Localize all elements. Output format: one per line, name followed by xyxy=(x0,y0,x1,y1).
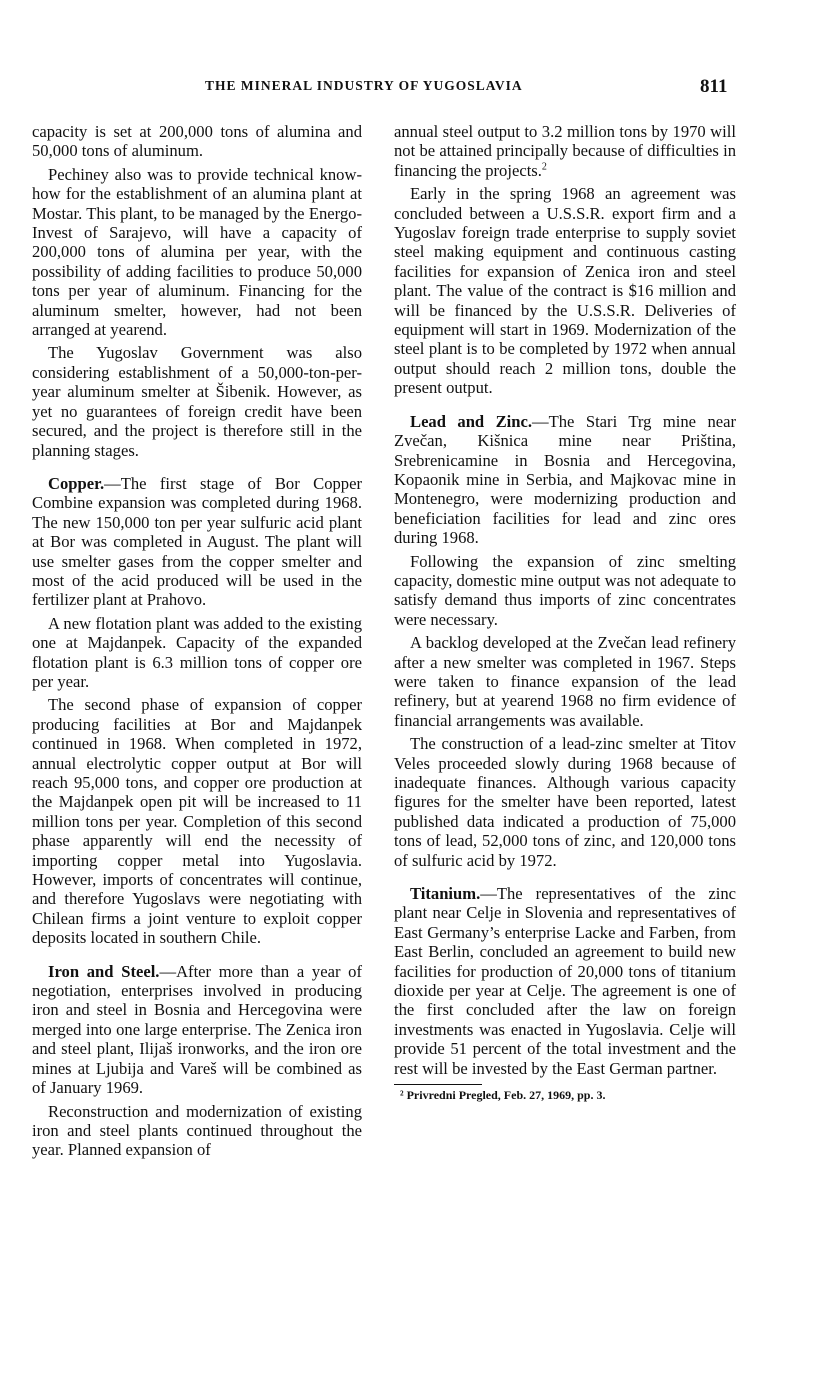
section-lead-zinc xyxy=(394,412,736,548)
paragraph: The Yugoslav Government was also considering establishment of a 50,000-ton-per-year aluminum smelter at Šibenik. However, as yet no guarantees of foreign credit have been secured, and the project is therefore still in the planning stages. xyxy=(32,343,362,460)
page-number: 811 xyxy=(700,76,728,97)
section-heading: Copper. xyxy=(48,473,105,493)
left-column xyxy=(32,122,362,1164)
paragraph-text: —The Stari Trg mine near Zvečan, Kišnica mine near Priština, Srebrenicamine in Bosnia and Hercegovina, Kopaonik mine in Serbia, and Majkovac mine in Montenegro, were modernizing production and beneficiation facilities for lead and zinc ores during 1968. xyxy=(394,411,736,548)
footnote-divider xyxy=(394,1084,482,1085)
paragraph: A backlog developed at the Zvečan lead refinery after a new smelter was completed in 1967. Steps were taken to finance expansion of the lead refinery, but at yearend 1968 no firm evidence of financial arrangements was available. xyxy=(394,633,736,730)
paragraph: Following the expansion of zinc smelting capacity, domestic mine output was not adequate to satisfy demand thus imports of zinc concentrates were necessary. xyxy=(394,551,736,629)
section-heading: Titanium. xyxy=(410,884,481,904)
section-heading: Iron and Steel. xyxy=(48,961,160,981)
footnote-ref: 2 xyxy=(541,161,547,173)
paragraph: The construction of a lead-zinc smelter at Titov Veles proceeded slowly during 1968 because of inadequate finances. Although various capacity figures for the smelter have been reported, latest published data indicated a production of 75,000 tons of lead, 52,000 tons of zinc, and 120,000 tons of sulfuric acid by 1972. xyxy=(394,734,736,870)
page-header xyxy=(0,76,834,104)
paragraph: The second phase of expansion of copper producing facilities at Bor and Majdanpek continued in 1968. When completed in 1972, annual electrolytic copper output at Bor will reach 95,000 tons, and copper ore production at the Majdanpek open pit will be increased to 11 million tons per year. Completion of this second phase apparently will end the necessity of importing copper metal into Yugoslavia. However, imports of concentrates will continue, and therefore Yugoslavs were negotiating with Chilean firms a joint venture to exploit copper deposits located in southern Chile. xyxy=(32,695,362,948)
paragraph xyxy=(394,122,736,180)
right-column xyxy=(394,122,736,1103)
paragraph: Pechiney also was to provide technical know-how for the establishment of an alumina plant at Mostar. This plant, to be managed by the Energo-Invest of Sarajevo, will have a capacity of 200,000 tons of alumina per year, with the possibility of adding facilities to produce 50,000 tons per year of aluminum. Financing for the aluminum smelter, however, had not been arranged at yearend. xyxy=(32,164,362,340)
section-heading: Lead and Zinc. xyxy=(410,411,533,431)
paragraph-text: annual steel output to 3.2 million tons by 1970 will not be attained principally because of difficulties in financing the projects. xyxy=(394,122,736,180)
section-titanium xyxy=(394,884,736,1078)
paragraph-text: —The first stage of Bor Copper Combine expansion was completed during 1968. The new 150,000 ton per year sulfuric acid plant at Bor was completed in August. The plant will use smelter gases from the copper smelter and most of the acid produced will be used in the fertilizer plant at Prahovo. xyxy=(32,473,362,610)
paragraph: A new flotation plant was added to the existing one at Majdanpek. Capacity of the expanded flotation plant is 6.3 million tons of copper ore per year. xyxy=(32,613,362,691)
footnote: ² Privredni Pregled, Feb. 27, 1969, pp. 3. xyxy=(400,1088,606,1103)
running-title: THE MINERAL INDUSTRY OF YUGOSLAVIA xyxy=(205,78,523,93)
paragraph-text: —The representatives of the zinc plant near Celje in Slovenia and representatives of East Germany’s enterprise Lacke and Farben, from East Berlin, concluded an agreement to build new facilities for production of 20,000 tons of titanium dioxide per year at Celje. The agreement is one of the first concluded after the law on foreign investments was enacted in Yugoslavia. Celje will provide 51 percent of the total investment and the rest will be invested by the East German partner. xyxy=(394,884,736,1078)
section-copper xyxy=(32,474,362,610)
paragraph: Early in the spring 1968 an agreement was concluded between a U.S.S.R. export firm and a Yugoslav foreign trade enterprise to supply soviet steel making equipment and continuous casting facilities for expansion of Zenica iron and steel plant. The value of the contract is $16 million and will be financed by the U.S.S.R. Deliveries of equipment will start in 1969. Modernization of the steel plant is to be completed by 1972 when annual output should reach 2 million tons, double the present output. xyxy=(394,184,736,398)
paragraph: Reconstruction and modernization of existing iron and steel plants continued throughout the year. Planned expansion of xyxy=(32,1101,362,1160)
paragraph: capacity is set at 200,000 tons of alumina and 50,000 tons of aluminum. xyxy=(32,122,362,161)
section-iron-steel xyxy=(32,962,362,1098)
paragraph-text: —After more than a year of negotiation, enterprises involved in producing iron and steel in Bosnia and Hercegovina were merged into one large enterprise. The Zenica iron and steel plant, Ilijaš ironworks, and the iron ore mines at Ljubija and Vareš will be combined as of January 1969. xyxy=(32,961,362,1098)
